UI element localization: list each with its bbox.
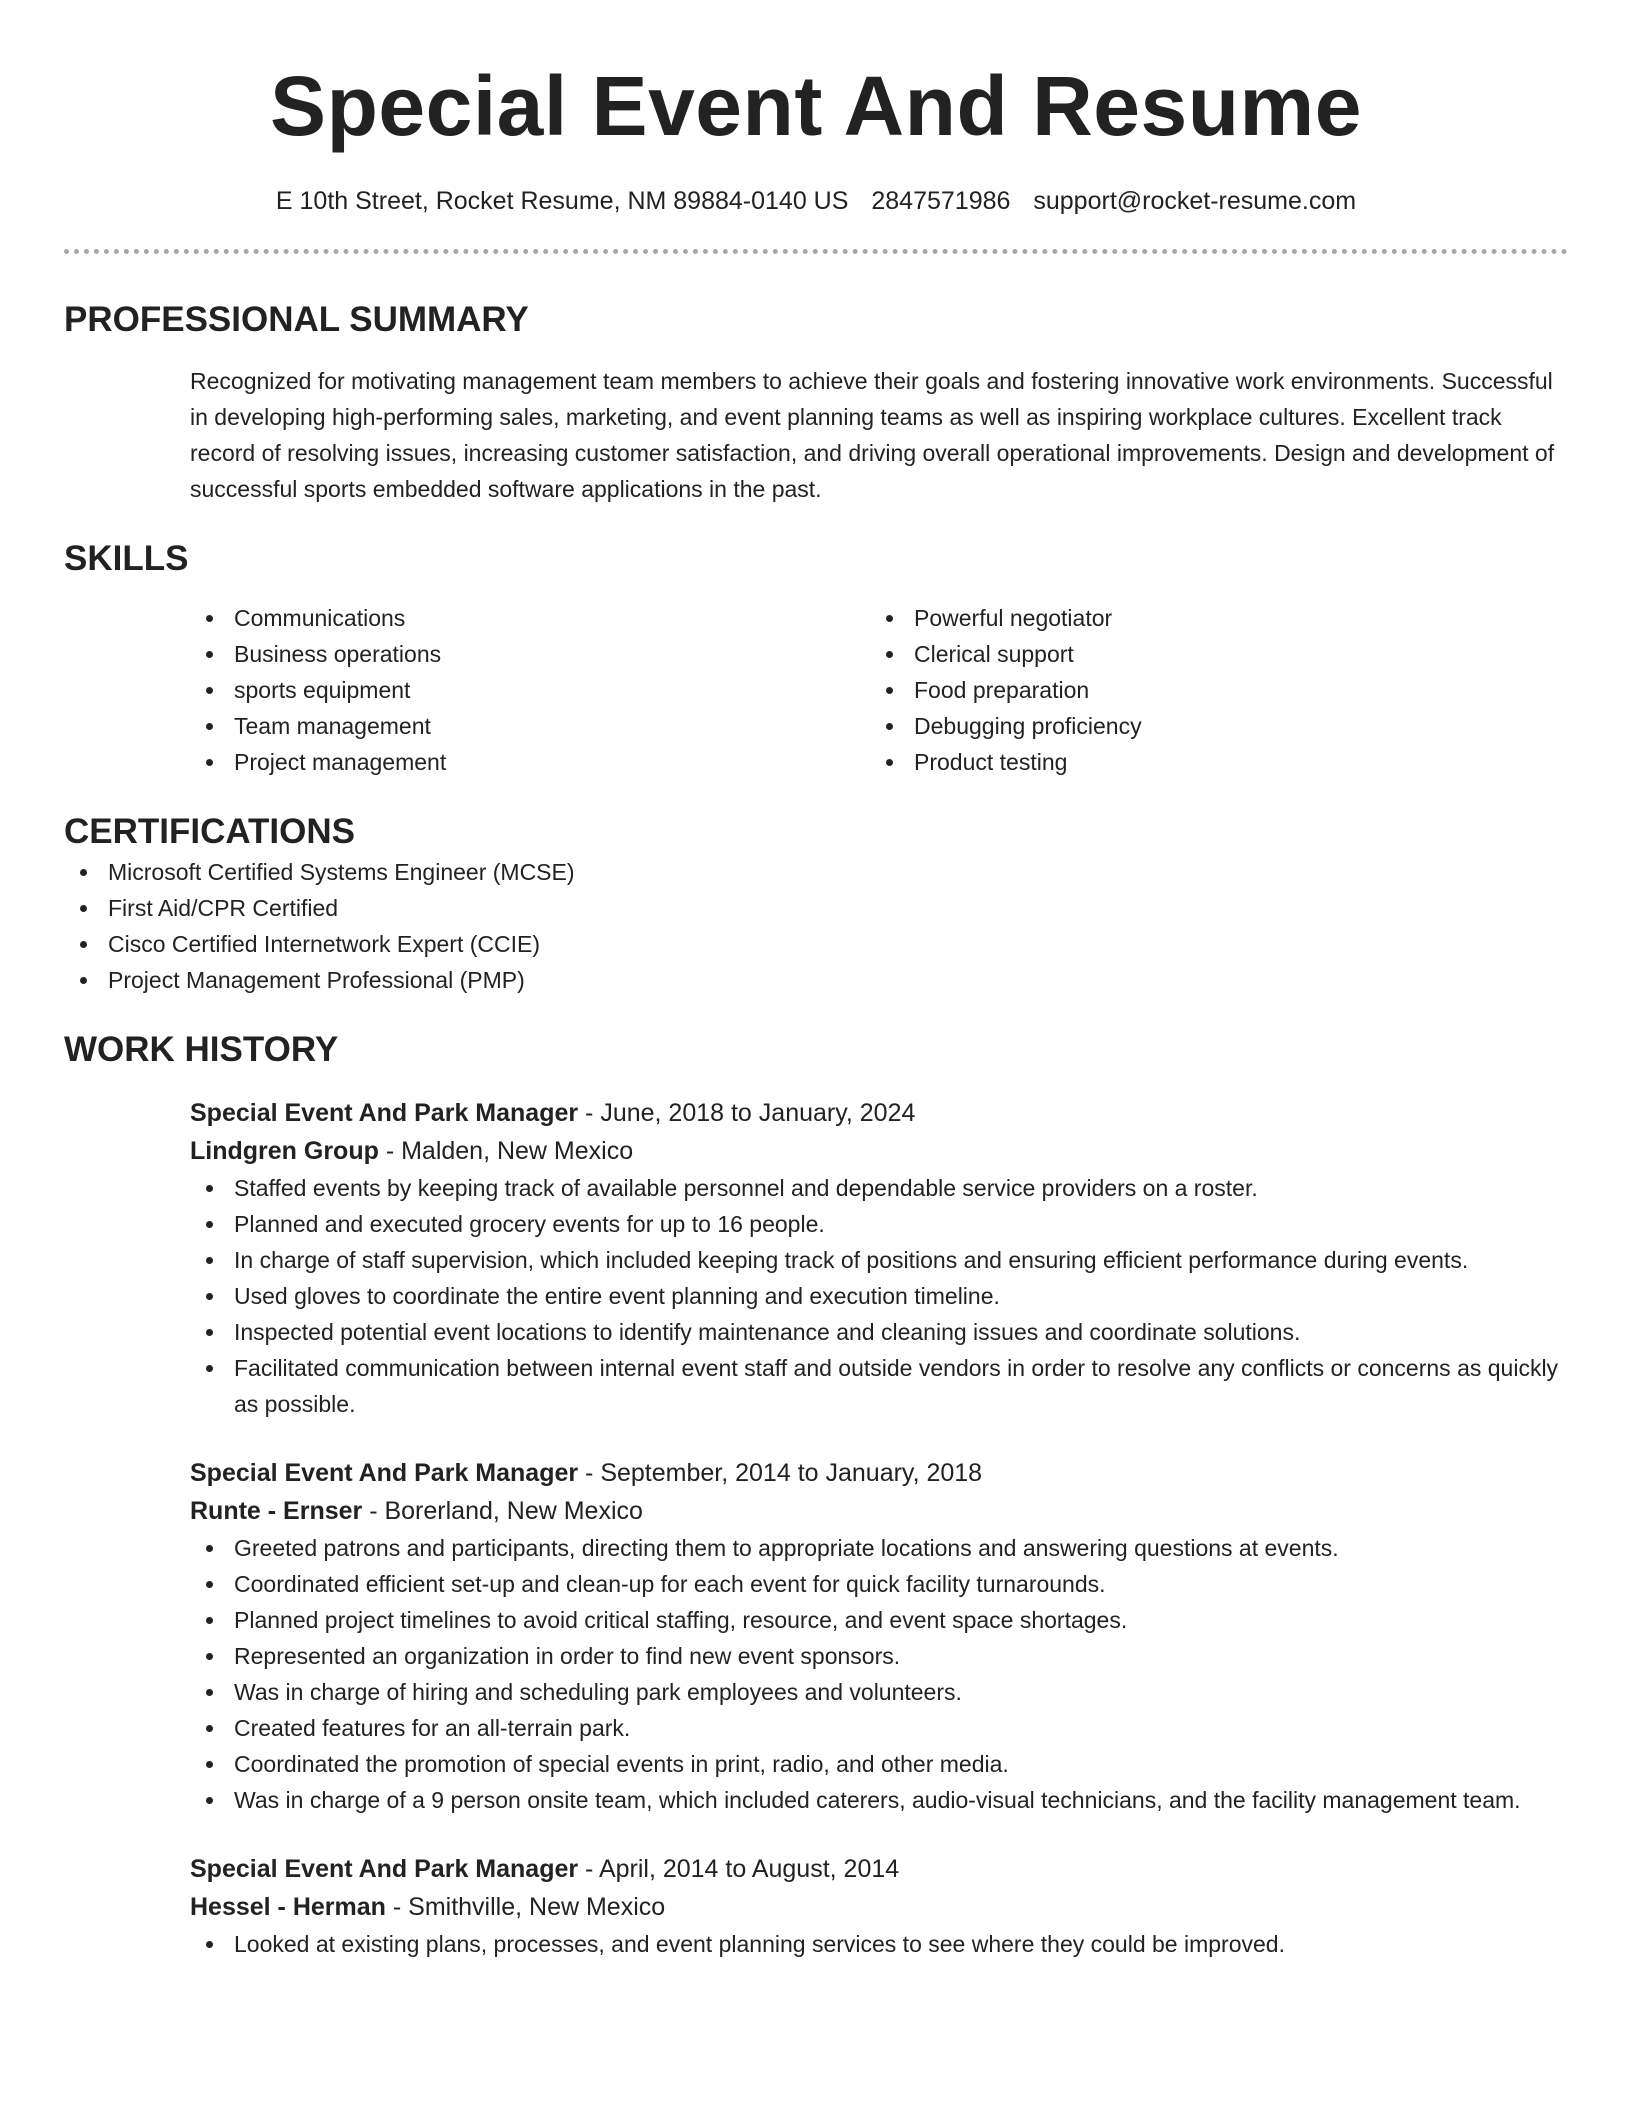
certification-item: Project Management Professional (PMP) [64, 962, 1568, 998]
summary-section [64, 298, 1568, 507]
certifications-section [64, 810, 1568, 998]
job-dates: - June, 2018 to January, 2024 [578, 1099, 916, 1127]
job-dates: - April, 2014 to August, 2014 [578, 1855, 900, 1883]
job-company: Runte - Ernser [190, 1497, 363, 1525]
skill-item: Communications [190, 600, 870, 636]
resume-name: Special Event And Resume [270, 59, 1362, 153]
job-bullet: In charge of staff supervision, which included keeping track of positions and ensuring efficient performance during events. [190, 1242, 1568, 1278]
job-bullet: Coordinated efficient set-up and clean-up for each event for quick facility turnarounds. [190, 1566, 1568, 1602]
job-bullet: Facilitated communication between internal event staff and outside vendors in order to resolve any conflicts or concerns as quickly as possible. [190, 1350, 1568, 1422]
job-bullet: Planned project timelines to avoid critical staffing, resource, and event space shortages. [190, 1602, 1568, 1638]
skill-item: Team management [190, 708, 870, 744]
job-title-line [190, 1850, 1568, 1888]
job-title-line [190, 1094, 1568, 1132]
job-entry [190, 1454, 1568, 1818]
job-entry [190, 1850, 1568, 1962]
certification-item: First Aid/CPR Certified [64, 890, 1568, 926]
section-title-certifications: CERTIFICATIONS [64, 812, 356, 851]
job-bullet: Represented an organization in order to find new event sponsors. [190, 1638, 1568, 1674]
skills-list-left [190, 600, 870, 780]
job-bullet: Coordinated the promotion of special events in print, radio, and other media. [190, 1746, 1568, 1782]
job-role: Special Event And Park Manager [190, 1459, 579, 1487]
skills-grid [190, 600, 1568, 780]
job-bullet: Staffed events by keeping track of available personnel and dependable service providers on a roster. [190, 1170, 1568, 1206]
section-title-work-history: WORK HISTORY [64, 1030, 339, 1069]
job-company: Hessel - Herman [190, 1893, 386, 1921]
job-company: Lindgren Group [190, 1137, 379, 1165]
skill-item: Food preparation [870, 672, 1550, 708]
job-company-line [190, 1888, 1568, 1926]
skill-item: sports equipment [190, 672, 870, 708]
skill-item: Debugging proficiency [870, 708, 1550, 744]
job-bullet: Inspected potential event locations to identify maintenance and cleaning issues and coordinate solutions. [190, 1314, 1568, 1350]
skill-item: Powerful negotiator [870, 600, 1550, 636]
job-bullet: Was in charge of hiring and scheduling park employees and volunteers. [190, 1674, 1568, 1710]
skill-item: Product testing [870, 744, 1550, 780]
summary-text: Recognized for motivating management team members to achieve their goals and fostering innovative work environments. Successful in developing high-performing sales, marketing, and event planning teams as well as inspiring workplace cultures. Excellent track record of resolving issues, increasing customer satisfaction, and driving overall operational improvements. Design and development of successful sports embedded software applications in the past. [190, 368, 1555, 502]
job-entry [190, 1094, 1568, 1422]
skill-item: Project management [190, 744, 870, 780]
skills-list-right [870, 600, 1550, 780]
contact-address: E 10th Street, Rocket Resume, NM 89884-0140 US [275, 187, 849, 215]
job-title-line [190, 1454, 1568, 1492]
job-company-line [190, 1492, 1568, 1530]
job-location: - Smithville, New Mexico [385, 1893, 666, 1921]
certification-item: Cisco Certified Internetwork Expert (CCIE) [64, 926, 1568, 962]
job-bullet: Planned and executed grocery events for up to 16 people. [190, 1206, 1568, 1242]
job-role: Special Event And Park Manager [190, 1099, 579, 1127]
section-title-skills: SKILLS [64, 539, 189, 578]
job-bullets [190, 1530, 1568, 1818]
job-location: - Malden, New Mexico [378, 1137, 634, 1165]
certifications-list [64, 854, 1568, 998]
contact-line [64, 184, 1568, 218]
job-bullet: Looked at existing plans, processes, and event planning services to see where they could be improved. [190, 1926, 1568, 1962]
job-role: Special Event And Park Manager [190, 1855, 579, 1883]
job-company-line [190, 1132, 1568, 1170]
certification-item: Microsoft Certified Systems Engineer (MCSE) [64, 854, 1568, 890]
job-bullet: Greeted patrons and participants, directing them to appropriate locations and answering questions at events. [190, 1530, 1568, 1566]
job-bullet: Used gloves to coordinate the entire event planning and execution timeline. [190, 1278, 1568, 1314]
skills-section [64, 537, 1568, 780]
job-dates: - September, 2014 to January, 2018 [578, 1459, 983, 1487]
job-bullets [190, 1926, 1568, 1962]
header-divider [64, 249, 1568, 254]
job-bullet: Created features for an all-terrain park. [190, 1710, 1568, 1746]
contact-email: support@rocket-resume.com [1033, 187, 1357, 215]
contact-phone: 2847571986 [871, 187, 1011, 215]
job-location: - Borerland, New Mexico [362, 1497, 643, 1525]
job-bullet: Was in charge of a 9 person onsite team, which included caterers, audio-visual technicians, and the facility management team. [190, 1782, 1568, 1818]
skill-item: Clerical support [870, 636, 1550, 672]
job-bullets [190, 1170, 1568, 1422]
section-title-summary: PROFESSIONAL SUMMARY [64, 300, 529, 339]
skill-item: Business operations [190, 636, 870, 672]
work-history-section [64, 1028, 1568, 1962]
